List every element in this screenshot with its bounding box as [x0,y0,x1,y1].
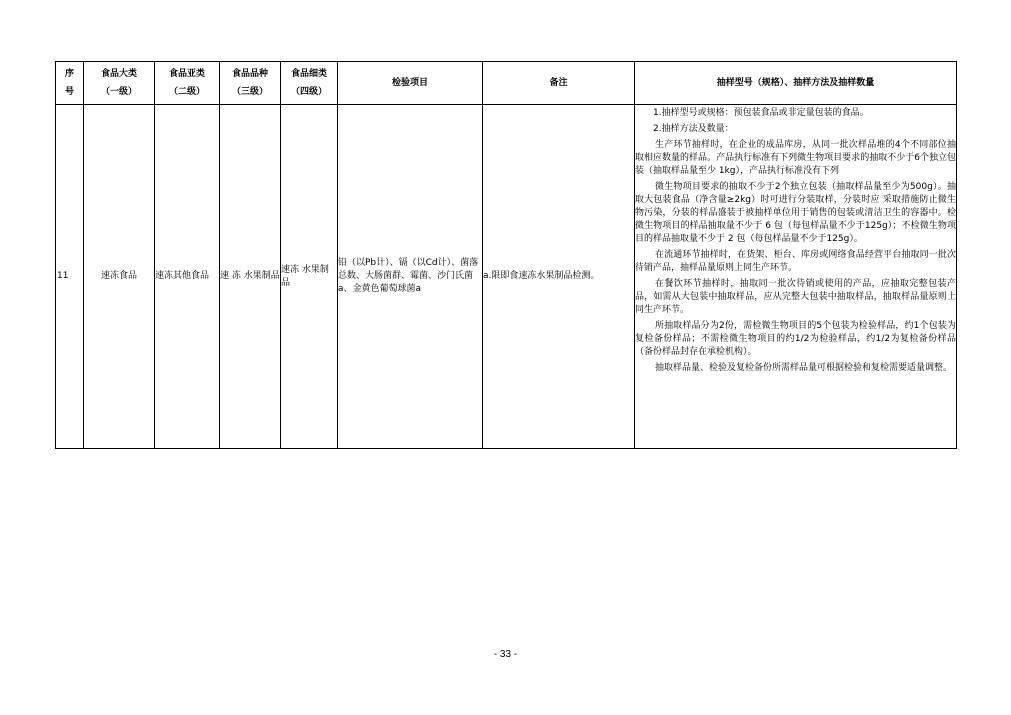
header-subvariety [281,62,338,105]
row-category: 速冻食品 [84,105,155,449]
header-no-line2: 号 [64,87,74,97]
header-no [56,62,84,105]
header-sampling: 抽样型号（规格）、抽样方法及抽样数量 [635,62,957,105]
header-variety [220,62,281,105]
row-sampling [635,105,957,449]
header-no-line1: 序 [64,69,74,79]
header-inspection-items: 检验项目 [338,62,483,105]
header-subcategory-line1: 食品亚类 [168,69,205,79]
header-subvariety-line1: 食品细类 [290,69,327,79]
header-subcategory-line2: （二级） [168,87,205,97]
table-header-row [56,62,957,105]
sampling-paragraph: 所抽取样品分为2份，需检微生物项目的5个包装为检验样品，约1个包装为复检备份样品；不需检微生物项目的约1/2为检验样品，约1/2为复检备份样品（备份样品封存在承检机构）。 [635,321,956,357]
row-no: 11 [56,105,84,449]
row-notes: a.限即食速冻水果制品检测。 [483,105,635,449]
row-variety: 速 冻 水果制品 [220,105,281,449]
header-category-line2: （一级） [100,87,137,97]
header-notes: 备注 [483,62,635,105]
header-subcategory [155,62,220,105]
header-variety-line1: 食品品种 [231,69,268,79]
header-category-line1: 食品大类 [100,69,137,79]
row-subvariety: 速冻 水果制品 [281,105,338,449]
sampling-paragraph: 2.抽样方法及数量： [653,124,734,134]
row-inspection-items: 铅（以Pb计）、镉（以Cd计）、菌落总数、大肠菌群、霉菌、沙门氏菌a、金黄色葡萄球菌a [338,105,483,449]
page-number: - 33 - [493,649,518,660]
row-subcategory: 速冻其他食品 [155,105,220,449]
header-variety-line2: （三级） [231,87,268,97]
header-category [84,62,155,105]
sampling-paragraph: 抽取样品量、检验及复检备份所需样品量可根据检验和复检需要适量调整。 [655,363,953,373]
sampling-paragraph: 在流通环节抽样时，在货架、柜台、库房或网络食品经营平台抽取同一批次待销产品，抽样品量原则上同生产环节。 [635,250,956,273]
sampling-paragraph: 1.抽样型号或规格：预包装食品或非定量包装的食品。 [653,108,869,118]
sampling-paragraph: 生产环节抽样时，在企业的成品库房，从同一批次样品堆的4个不同部位抽取相应数量的样品。产品执行标准有下列微生物项目要求的抽取不少于6个独立包装（抽取样品量至少 1kg），产品执行标准没有下列 [635,140,956,176]
sampling-spec-table [55,61,957,449]
sampling-paragraph: 微生物项目要求的抽取不少于2个独立包装（抽取样品量至少为500g）。抽取大包装食品（净含量≥2kg）时可进行分装取样，分装时应 采取措施防止微生物污染，分装的样品盛装于被抽样单位用于销售的包装或清洁卫生的容器中。检微生物项目的样品抽取量不少于 6 包（每包样品量不少于125g）；不检微生物项目的样品抽取量不少于 2 包（每包样品量不少于125g）。 [635,182,956,244]
sampling-paragraph: 在餐饮环节抽样时，抽取同一批次待销或使用的产品，应抽取完整包装产品，如需从大包装中抽取样品，应从完整大包装中抽取样品，抽取样品量原则上同生产环节。 [635,279,956,315]
header-subvariety-line2: （四级） [290,87,327,97]
table-row [56,105,957,449]
